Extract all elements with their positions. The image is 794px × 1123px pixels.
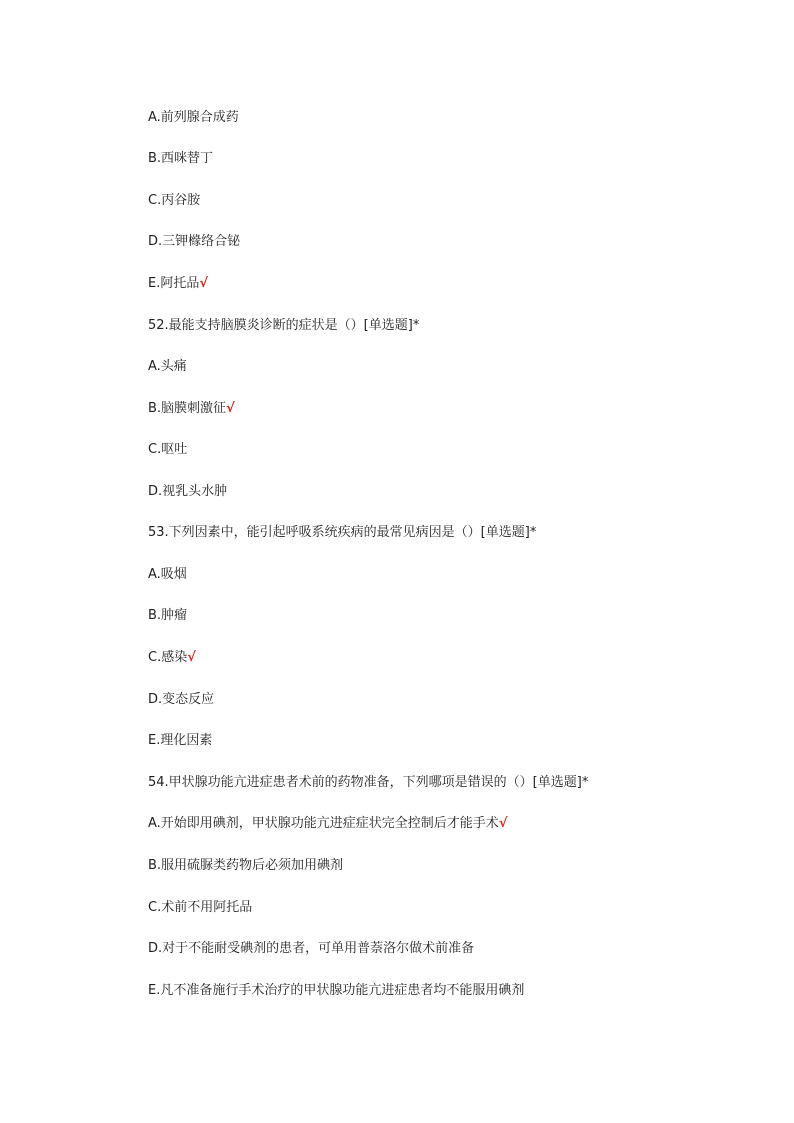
option-text: A.吸烟: [148, 567, 187, 582]
option-text: D.变态反应: [148, 692, 215, 707]
option-text: B.西咪替丁: [148, 151, 214, 166]
correct-check-icon: √: [498, 816, 508, 831]
option-text: B.服用硫脲类药物后必须加用碘剂: [148, 858, 344, 873]
option-text: B.脑膜刺激征: [148, 401, 227, 416]
option-text: C.感染: [148, 650, 188, 665]
option-line: [148, 982, 524, 1000]
option-line: [148, 815, 507, 833]
option-line: [148, 607, 187, 625]
option-line: [148, 566, 187, 584]
option-text: A.头痛: [148, 359, 187, 374]
option-text: C.丙谷胺: [148, 193, 201, 208]
option-text: D.三钾橼络合铋: [148, 234, 241, 249]
option-line: [148, 192, 200, 210]
correct-check-icon: √: [226, 401, 235, 416]
option-text: D.对于不能耐受碘剂的患者，可单用普萘洛尔做术前准备: [148, 941, 475, 956]
option-text: A.开始即用碘剂，甲状腺功能亢进症症状完全控制后才能手术: [148, 816, 499, 831]
option-line: [148, 857, 343, 875]
option-line: [148, 358, 187, 376]
question-title: [148, 317, 419, 335]
option-line: [148, 400, 235, 418]
option-line: [148, 441, 187, 459]
question-text: 53.下列因素中，能引起呼吸系统疾病的最常见病因是（）[单选题]*: [148, 525, 537, 540]
correct-check-icon: √: [199, 276, 209, 291]
option-text: C.呕吐: [148, 442, 188, 457]
option-line: [148, 732, 212, 750]
option-text: E.凡不准备施行手术治疗的甲状腺功能亢进症患者均不能服用碘剂: [148, 983, 525, 998]
option-line: [148, 483, 227, 501]
option-text: E.理化因素: [148, 733, 213, 748]
question-text: 54.甲状腺功能亢进症患者术前的药物准备，下列哪项是错误的（）[单选题]*: [148, 775, 589, 790]
option-line: [148, 275, 208, 293]
option-line: [148, 233, 240, 251]
option-text: B.肿瘤: [148, 608, 188, 623]
option-line: [148, 109, 239, 127]
option-text: C.术前不用阿托品: [148, 900, 253, 915]
option-text: E.阿托品: [148, 276, 200, 291]
option-text: A.前列腺合成药: [148, 110, 239, 125]
option-line: [148, 940, 474, 958]
question-title: [148, 774, 588, 792]
option-line: [148, 649, 196, 667]
option-line: [148, 150, 213, 168]
question-text: 52.最能支持脑膜炎诊断的症状是（）[单选题]*: [148, 318, 420, 333]
option-line: [148, 899, 252, 917]
correct-check-icon: √: [187, 650, 196, 665]
option-text: D.视乳头水肿: [148, 484, 228, 499]
question-title: [148, 524, 536, 542]
option-line: [148, 691, 214, 709]
